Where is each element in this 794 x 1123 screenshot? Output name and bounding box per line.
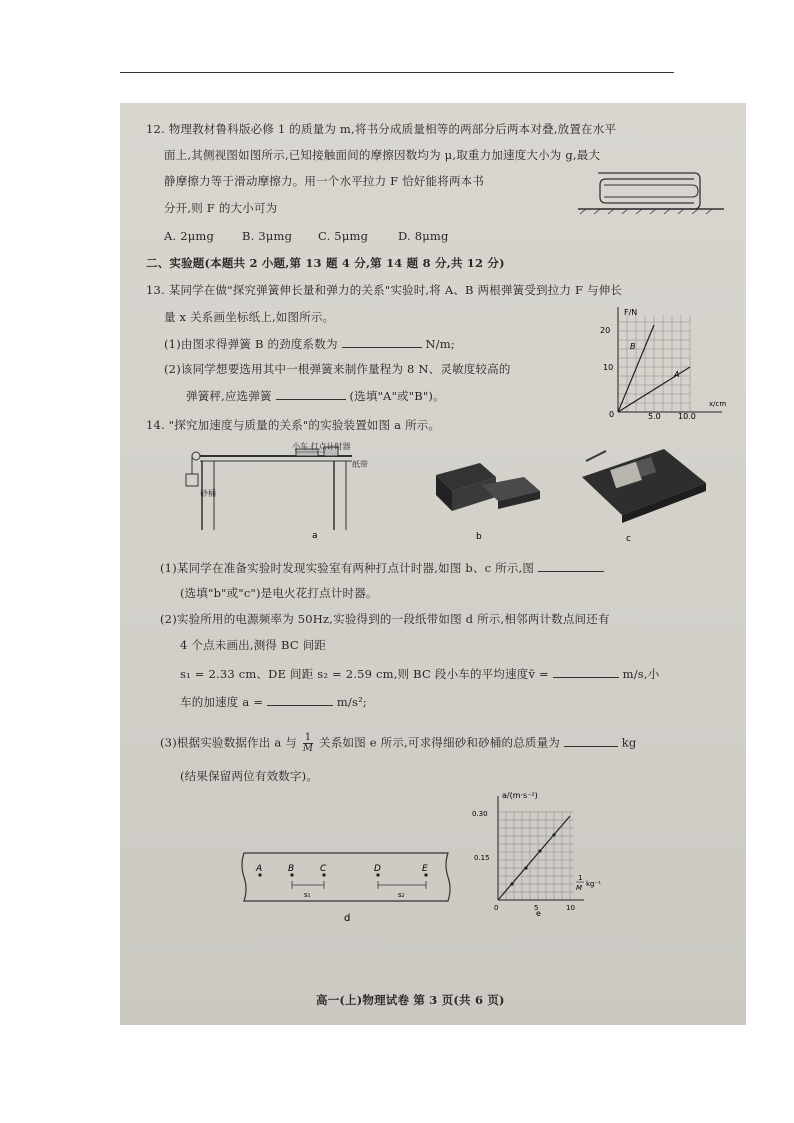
ytick-0: 0 [609,410,615,419]
tape-point-e: E [422,864,428,874]
fig-a-letter: a [312,531,318,541]
q14-part2-line2: 4 个点未画出,测得 BC 间距 [180,638,327,652]
q14-part1-line1: (1)某同学在准备实验时发现实验室有两种打点计时器,如图 b、c 所示,图 [160,560,604,575]
exam-page-photo [120,103,746,1025]
graph-e-ytick-030: 0.30 [472,810,488,818]
q12-line1: 12. 物理教材鲁科版必修 1 的质量为 m,将书分成质量相等的两部分后两本对叠,放置在水平 [146,122,617,136]
q12-line3: 静摩擦力等于滑动摩擦力。用一个水平拉力 F 恰好能将两本书 [164,174,485,188]
acceleration-graph-e [468,786,608,916]
tape-point-c: C [320,864,327,874]
header-rule [120,72,674,73]
tape-s1: s₁ [304,891,311,899]
tape-point-d: D [374,864,381,874]
xtick-10: 10.0 [678,412,696,419]
tape-point-b: B [288,864,295,874]
graph-e-xtick-5: 5 [534,904,539,912]
tape-point-a: A [256,864,263,874]
fig-c-letter: c [626,534,631,543]
answer-blank[interactable] [276,388,346,400]
q12-option-c: C. 5μmg [318,229,369,243]
answer-blank[interactable] [342,336,422,348]
ytick-20: 20 [600,326,611,335]
fig-e-letter: e [536,909,541,916]
q14-part2-line3: s₁ = 2.33 cm、DE 间距 s₂ = 2.59 cm,则 BC 段小车的平均速度v̄ = m/s,小 [180,667,660,681]
q12-option-d: D. 8μmg [398,229,449,243]
q12-option-b: B. 3μmg [242,229,293,243]
graph-e-xfrac-num: 1 [578,874,583,882]
spring-force-graph [596,303,736,419]
q14-line1: 14. "探究加速度与质量的关系"的实验装置如图 a 所示。 [146,418,441,432]
q12-option-a: A. 2μmg [164,229,215,243]
timer-photo-c [576,443,716,543]
stacked-books-figure [576,167,726,215]
fig-d-letter: d [344,913,351,924]
q14-part1-line2: (选填"b"或"c")是电火花打点计时器。 [180,586,378,600]
graph-e-xtick-0: 0 [494,904,499,912]
fig-b-letter: b [476,532,482,542]
q14-part2-line1: (2)实验所用的电源频率为 50Hz,实验得到的一段纸带如图 d 所示,相邻两计数点间还有 [160,612,610,626]
graph-e-xfrac-den: M [576,884,583,892]
q14-part3-line1: (3)根据实验数据作出 a 与 $\frac{1}{M}$ 关系如图 e 所示,可求得细砂和砂桶的总质量为 kg [160,732,637,754]
graph-e-ytick-015: 0.15 [474,854,490,862]
paper-tape-figure-d [238,841,464,927]
q13-part1: (1)由图求得弹簧 B 的劲度系数为 N/m; [164,337,455,351]
q13-line1: 13. 某同学在做"探究弹簧伸长量和弹力的关系"实验时,将 A、B 两根弹簧受到拉力 F 与伸长 [146,283,623,297]
fraction-1-over-m: $\frac{1}{M}$ [302,732,314,754]
line-b-label: B [630,342,636,351]
fig-a-car-timer-label: 小车 打点计时器 [292,442,351,451]
answer-blank[interactable] [553,666,619,678]
fig-a-tape-label: 纸带 [352,460,368,469]
xtick-5: 5.0 [648,412,661,419]
answer-blank[interactable] [564,735,618,747]
answer-blank[interactable] [267,694,333,706]
q13-part2-line1: (2)该同学想要选用其中一根弹簧来制作量程为 8 N、灵敏度较高的 [164,362,511,376]
q14-part2-line4: 车的加速度 a = m/s²; [180,695,367,709]
page-footer: 高一(上)物理试卷 第 3 页(共 6 页) [316,993,505,1007]
fig-a-bucket-label: 砂桶 [200,489,216,498]
q13-part2-line2: 弹簧秤,应选弹簧 (选填"A"或"B")。 [186,389,445,403]
graph-ylabel: F/N [624,308,638,317]
line-a-label: A [674,370,680,379]
graph-e-ylabel: a/(m·s⁻²) [502,791,538,800]
q14-part3-line2: (结果保留两位有效数字)。 [180,769,319,783]
tape-s2: s₂ [398,891,405,899]
graph-xlabel: x/cm [709,400,727,408]
answer-blank[interactable] [538,560,604,572]
q12-line4: 分开,则 F 的大小可为 [164,201,278,215]
q12-line2: 面上,其侧视图如图所示,已知接触面间的摩擦因数均为 μ,取重力加速度大小为 g,最大 [164,148,601,162]
q13-line2: 量 x 关系画坐标纸上,如图所示。 [164,310,335,324]
ytick-10: 10 [603,363,614,372]
graph-e-xtick-10: 10 [566,904,575,912]
graph-e-xlabel: kg⁻¹ [586,880,601,888]
section2-title: 二、实验题(本题共 2 小题,第 13 题 4 分,第 14 题 8 分,共 12 分) [146,256,505,270]
timer-photo-b [428,455,548,543]
